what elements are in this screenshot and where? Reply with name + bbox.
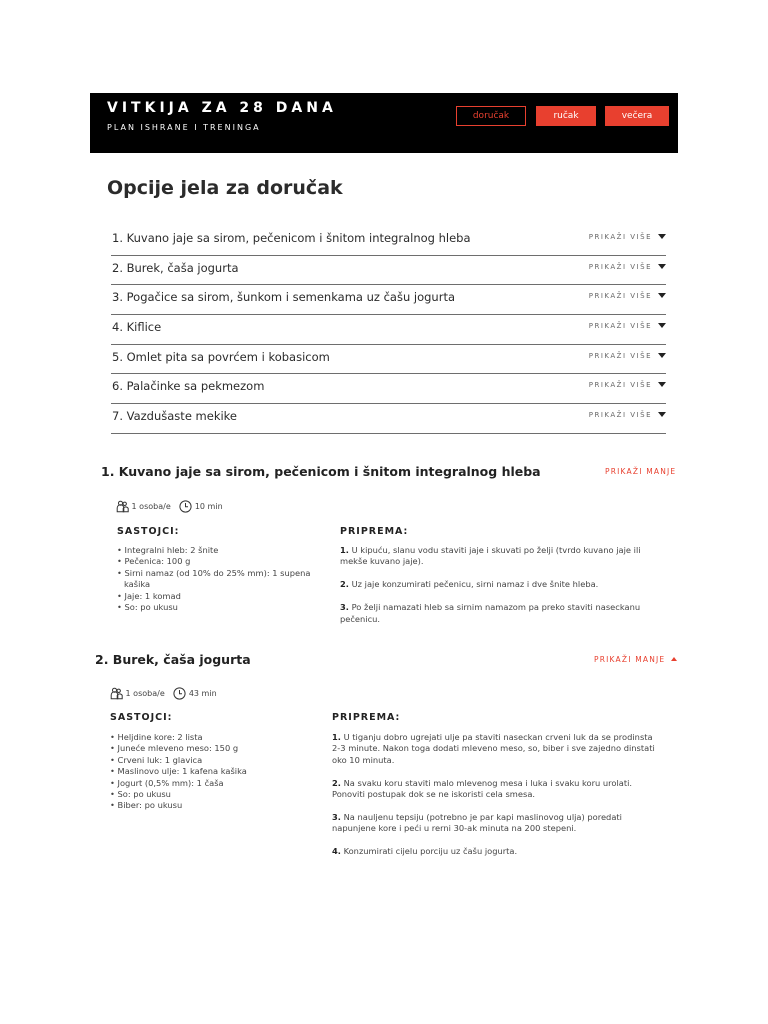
list-item[interactable] <box>111 345 666 375</box>
preparation-steps <box>340 545 670 637</box>
recipe-meta <box>116 500 223 513</box>
show-more-toggle[interactable]: PRIKAŽI VIŠE <box>589 292 666 300</box>
servings-text: 1 osoba/e <box>131 502 171 511</box>
list-item[interactable] <box>111 256 666 286</box>
servings-text: 1 osoba/e <box>125 689 165 698</box>
brand-subtitle: PLAN ISHRANE I TRENINGA <box>107 123 261 132</box>
ingredient-item: • Jaje: 1 komad <box>117 591 322 602</box>
list-item-label: 2. Burek, čaša jogurta <box>112 260 239 275</box>
step-item: 1. U kipuću, slanu vodu staviti jaje i skuvati po želji (tvrdo kuvano jaje ili mekše kuvano jaje). <box>340 545 641 567</box>
list-item[interactable] <box>111 226 666 256</box>
step-item: 3. Na nauljenu tepsiju (potrebno je par kapi maslinovog ulja) poredati napunjene kore i peći u rerni 30-ak minuta na 200 stepeni. <box>332 812 622 834</box>
time-text: 43 min <box>188 689 217 698</box>
list-item[interactable] <box>111 404 666 434</box>
brand-title: VITKIJA ZA 28 DANA <box>107 100 337 116</box>
caret-down-icon <box>658 264 666 269</box>
people-icon <box>116 500 129 513</box>
show-more-toggle[interactable]: PRIKAŽI VIŠE <box>589 322 666 330</box>
ingredient-item: • Heljdine kore: 2 lista <box>110 732 320 743</box>
time-text: 10 min <box>194 502 223 511</box>
show-more-toggle[interactable]: PRIKAŽI VIŠE <box>589 352 666 360</box>
step-item: 2. Na svaku koru staviti malo mlevenog mesa i luka i svaku koru urolati. Ponoviti postupak dok se ne iskoristi cela smesa. <box>332 777 633 800</box>
list-item[interactable] <box>111 285 666 315</box>
ingredient-item: • Sirni namaz (od 10% do 25% mm): 1 supena kašika <box>117 568 322 591</box>
preparation-heading: PRIPREMA: <box>340 526 409 537</box>
show-more-toggle[interactable]: PRIKAŽI VIŠE <box>589 411 666 419</box>
ingredient-item: • Biber: po ukusu <box>110 800 320 811</box>
step-item: 1. U tiganju dobro ugrejati ulje pa staviti naseckan crveni luk da se prodinsta 2-3 minute. Nakon toga dodati mleveno meso, so, biber i sve zajedno dinstati oko 10 minuta. <box>332 732 655 765</box>
ingredients-list <box>110 732 320 812</box>
ingredient-item: • Jogurt (0,5% mm): 1 čaša <box>110 778 320 789</box>
show-more-toggle[interactable]: PRIKAŽI VIŠE <box>589 381 666 389</box>
clock-icon <box>179 500 192 513</box>
recipe-title: 1. Kuvano jaje sa sirom, pečenicom i šnitom integralnog hleba <box>101 464 541 479</box>
ingredient-item: • Juneće mleveno meso: 150 g <box>110 743 320 754</box>
preparation-steps <box>332 732 662 869</box>
preparation-heading: PRIPREMA: <box>332 712 401 723</box>
step-item: 3. Po želji namazati hleb sa sirnim namazom pa preko staviti naseckanu pečenicu. <box>340 602 641 624</box>
site-header <box>90 93 678 153</box>
recipe-meta <box>110 687 217 700</box>
recipe-title: 2. Burek, čaša jogurta <box>95 652 251 667</box>
ingredient-item: • Maslinovo ulje: 1 kafena kašika <box>110 766 320 777</box>
ingredient-item: • Integralni hleb: 2 šnite <box>117 545 322 556</box>
caret-down-icon <box>658 323 666 328</box>
meal-options-list <box>111 226 666 434</box>
list-item[interactable] <box>111 374 666 404</box>
nav-breakfast-button[interactable]: doručak <box>456 106 526 126</box>
ingredient-item: • So: po ukusu <box>117 602 322 613</box>
page-title: Opcije jela za doručak <box>107 177 343 199</box>
caret-up-icon <box>671 657 677 661</box>
show-more-toggle[interactable]: PRIKAŽI VIŠE <box>589 263 666 271</box>
step-item: 4. Konzumirati cijelu porciju uz čašu jogurta. <box>332 846 518 857</box>
list-item-label: 4. Kiflice <box>112 320 162 335</box>
step-item: 2. Uz jaje konzumirati pečenicu, sirni namaz i dve šnite hleba. <box>340 579 599 590</box>
nav-lunch-button[interactable]: ručak <box>536 106 596 126</box>
ingredient-item: • So: po ukusu <box>110 789 320 800</box>
ingredient-item: • Pečenica: 100 g <box>117 556 322 567</box>
caret-down-icon <box>658 353 666 358</box>
ingredients-heading: SASTOJCI: <box>110 712 173 723</box>
list-item-label: 5. Omlet pita sa povrćem i kobasicom <box>112 349 330 364</box>
show-more-toggle[interactable]: PRIKAŽI VIŠE <box>589 233 666 241</box>
caret-down-icon <box>658 234 666 239</box>
people-icon <box>110 687 123 700</box>
clock-icon <box>173 687 186 700</box>
nav-dinner-button[interactable]: večera <box>605 106 669 126</box>
list-item-label: 3. Pogačice sa sirom, šunkom i semenkama uz čašu jogurta <box>112 290 456 305</box>
list-item-label: 1. Kuvano jaje sa sirom, pečenicom i šnitom integralnog hleba <box>112 231 471 245</box>
ingredient-item: • Crveni luk: 1 glavica <box>110 755 320 766</box>
caret-down-icon <box>658 382 666 387</box>
caret-down-icon <box>658 412 666 417</box>
show-less-toggle[interactable]: PRIKAŽI MANJE <box>605 467 677 476</box>
show-less-toggle[interactable]: PRIKAŽI MANJE <box>594 655 677 664</box>
ingredients-heading: SASTOJCI: <box>117 526 180 537</box>
caret-down-icon <box>658 293 666 298</box>
list-item[interactable] <box>111 315 666 345</box>
ingredients-list <box>117 545 322 613</box>
list-item-label: 7. Vazdušaste mekike <box>112 409 238 424</box>
list-item-label: 6. Palačinke sa pekmezom <box>112 379 265 394</box>
